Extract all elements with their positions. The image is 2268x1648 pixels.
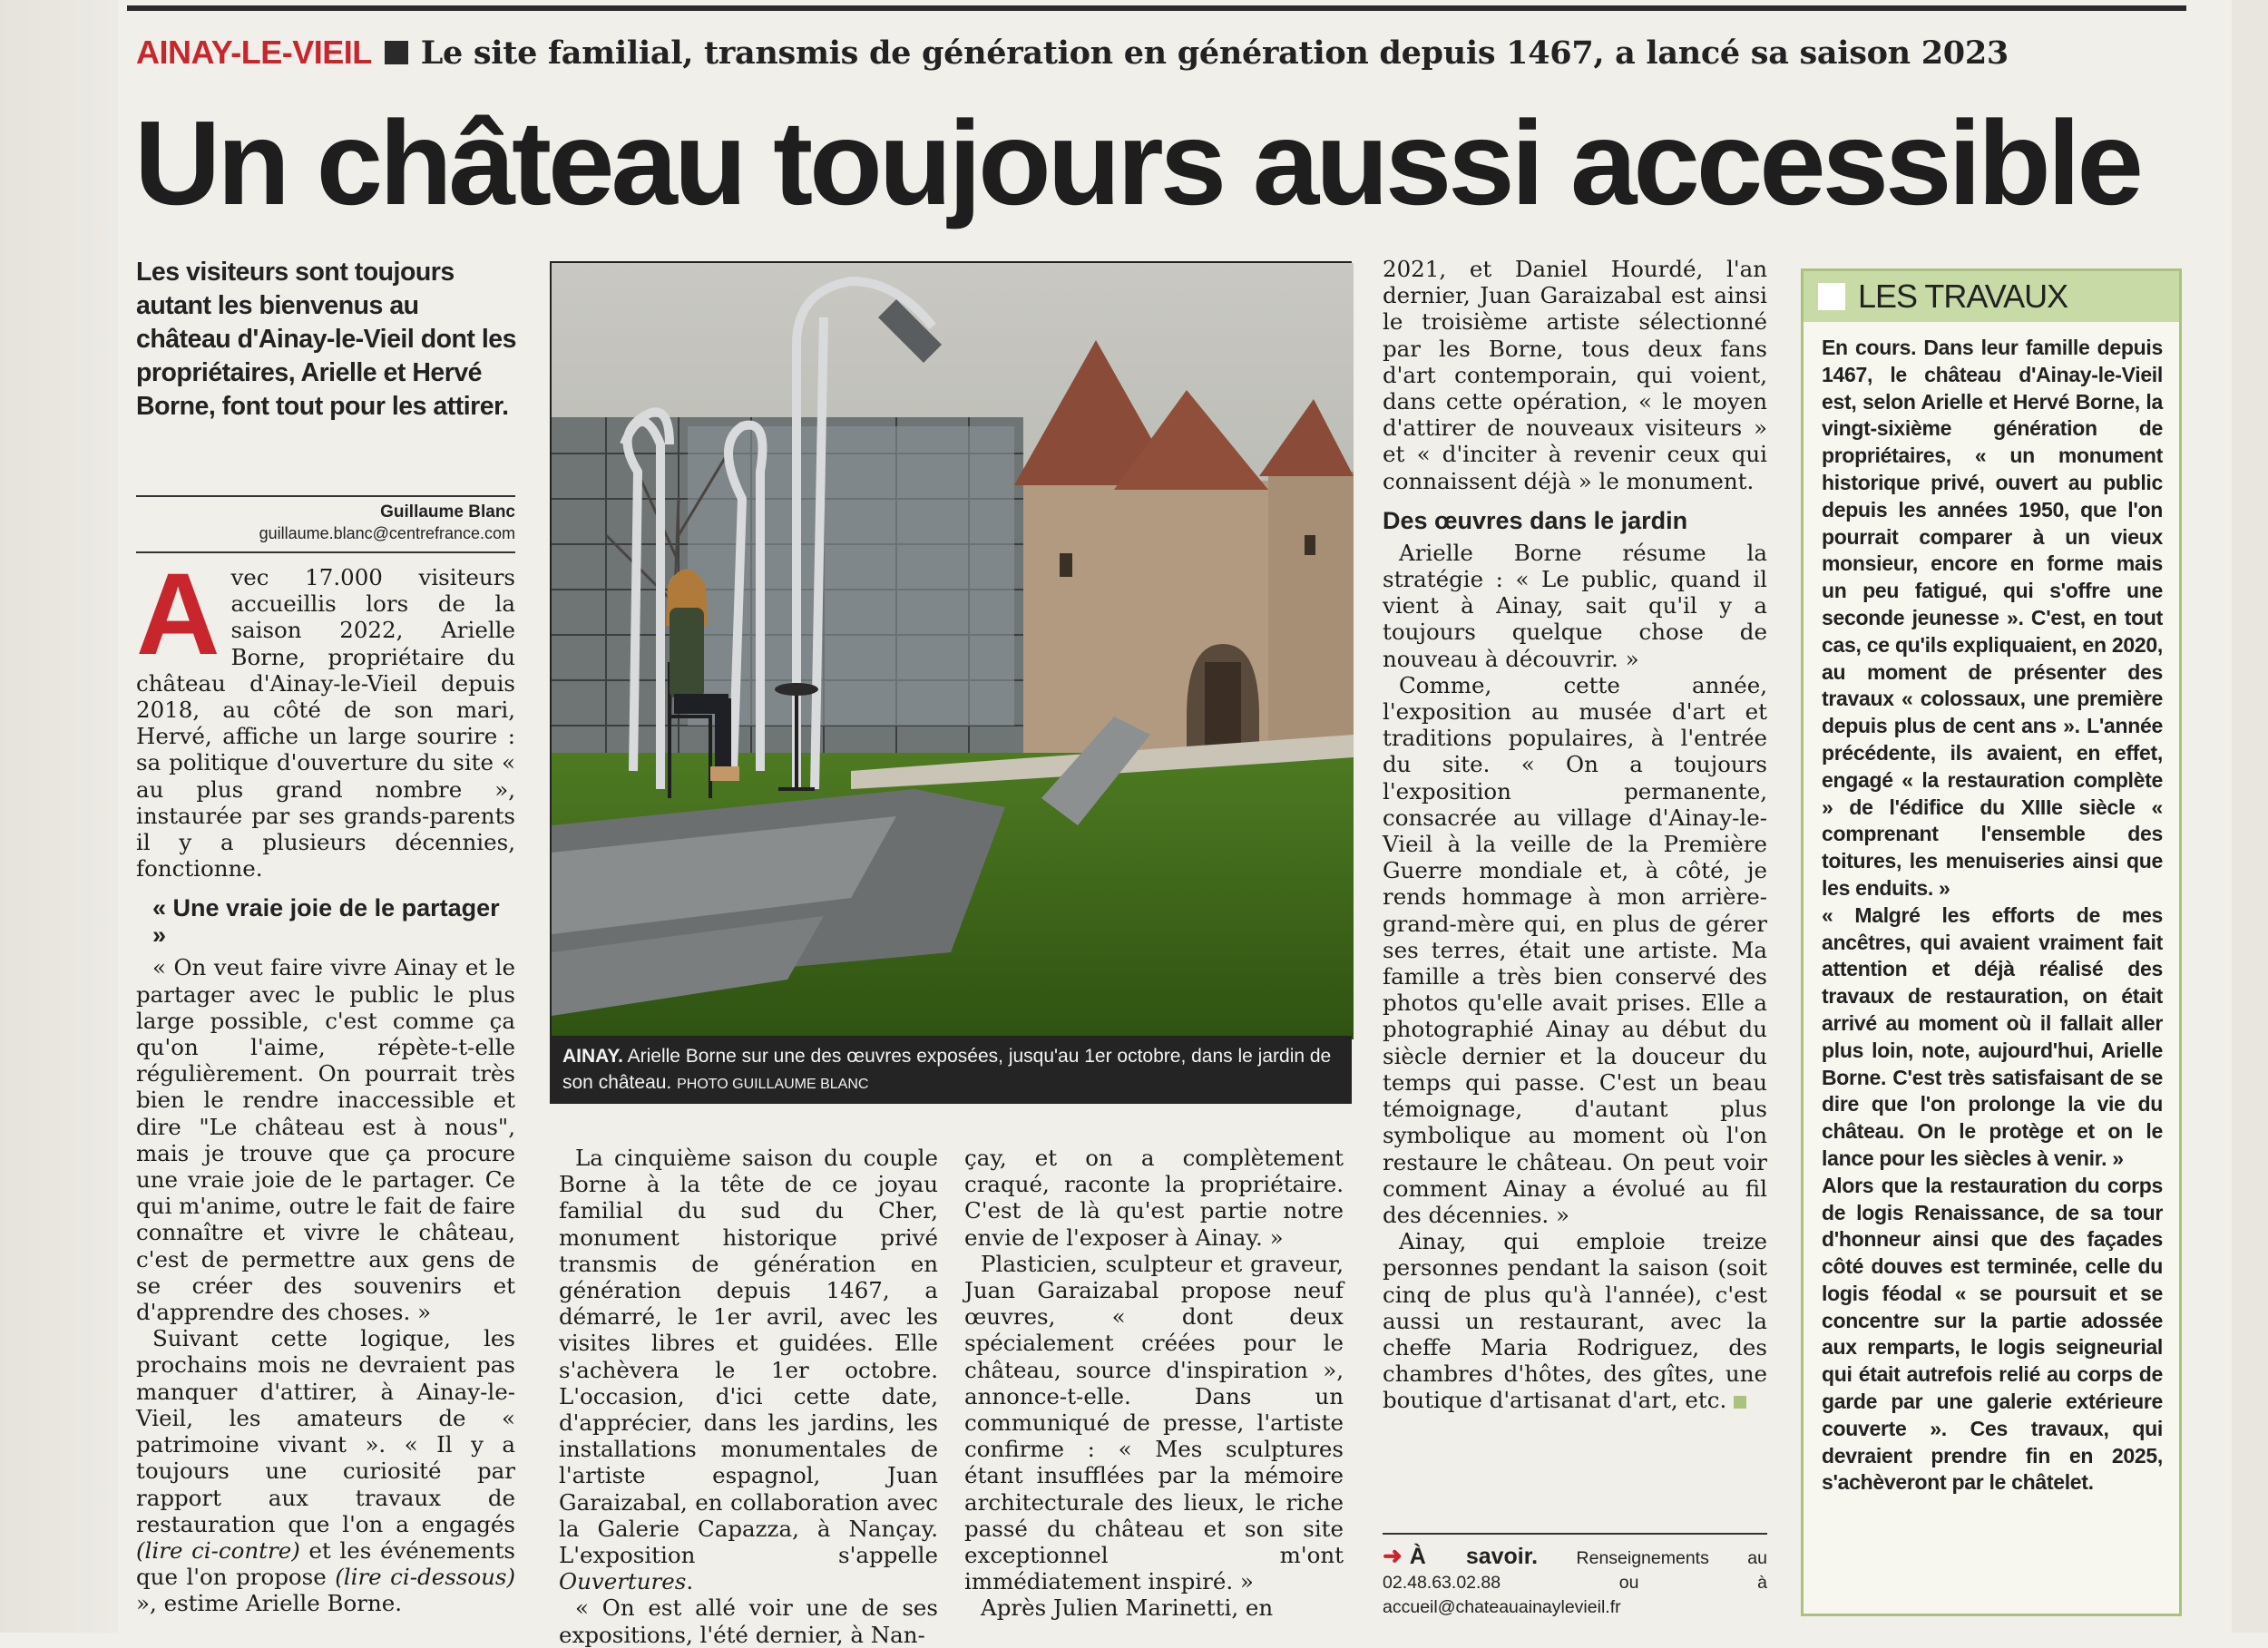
kicker-text: Le site familial, transmis de génération en génération depuis 1467, a lancé sa saison 2023 — [420, 34, 2009, 72]
kicker-square-icon — [385, 41, 408, 64]
paragraph-text: Ainay, qui emploie treize personnes pendant la saison (soit cinq de plus qu'à l'année), c'est aussi un restaurant, avec la cheffe Maria Rodriguez, des chambres d'hôtes, des gîtes, une boutique d'artisanat d'art, etc. — [1383, 1228, 1767, 1414]
sidebar-lead: En cours. — [1822, 336, 1917, 359]
article-column-2 — [559, 1145, 938, 1648]
article-paragraph — [136, 1325, 515, 1616]
article-paragraph: Plasticien, sculpteur et graveur, Juan Garaizabal propose neuf œuvres, « dont deux spécialement créées pour le château, source d'inspiration », annonce-t-elle. Dans un communiqué de presse, l'artiste confirme : « Mes sculptures étant insufflées par la mémoire architecturale des lieux, le riche passé du château et son site exceptionnel m'ont immédiatement inspiré. » — [964, 1250, 1344, 1595]
photo-caption — [550, 1036, 1352, 1104]
headline: Un château toujours aussi accessible — [134, 96, 2140, 229]
arrow-right-icon: ➜ — [1383, 1542, 1403, 1569]
article-paragraph — [136, 550, 515, 883]
dropcap: A — [136, 550, 220, 679]
sidebar-paragraph: « Malgré les efforts de mes ancêtres, qui avaient vraiment fait attention et déjà réalisé des travaux de restauration, on était arrivé au moment où il fallait aller plus loin, note, aujourd'hui, Arielle Borne. C'est très satisfaisant de se dire que l'on prolonge la vie du château. On le protège et on le lance pour les siècles à venir. » — [1822, 902, 2163, 1170]
paragraph-text: La cinquième saison du couple Borne à la tête de ce joyau familial du sud du Cher, monument historique privé transmis de génération en génération depuis 1467, a démarré, le 1er avril, avec les visites libres et guidées. Elle s'achèvera le 1er octobre. L'occasion, d'ici cette date, d'apprécier, dans les jardins, les installations monumentales de l'artiste espagnol, Juan Garaizabal, en collaboration avec la Galerie Capazza, à Nançay. L'exposition s'appelle — [559, 1145, 938, 1569]
sidebar-header — [1804, 271, 2179, 322]
caption-text: Arielle Borne sur une des œuvres exposées, jusqu'au 1er octobre, dans le jardin de son château. — [562, 1046, 1332, 1093]
paragraph-text: Dans leur famille depuis 1467, le château d'Ainay-le-Vieil est, selon Arielle et Hervé Borne, la vingt-sixième génération de propriétaires, « un monument historique privé, ouvert au public depuis les années 1950, que l'on pourrait comparer à un vieux monsieur, encore en forme mais un peu fatigué, qui s'offre une seconde jeunesse ». C'est, en tout cas, ce qu'ils expliquaient, en 2020, au moment de présenter des travaux « colossaux, une première depuis plus de cent ans ». L'année précédente, ils avaient, en effet, engagé « la restauration complète » de l'édifice du XIIIe siècle « comprenant l'ensemble des toitures, les menuiseries ainsi que les enduits. » — [1822, 336, 2163, 900]
info-text: Renseignements au 02.48.63.02.88 ou à accueil@chateauainaylevieil.fr — [1383, 1548, 1767, 1617]
paragraph-text: et les événements que l'on propose — [136, 1536, 515, 1591]
top-rule — [127, 5, 2186, 11]
subhead-jardin: Des œuvres dans le jardin — [1383, 506, 1688, 534]
paragraph-text: », estime Arielle Borne. — [136, 1590, 403, 1617]
adjacent-page-left — [0, 0, 118, 1633]
article-column-1 — [136, 550, 516, 1617]
article-paragraph: Arielle Borne résume la stratégie : « Le public, quand il vient à Ainay, sait qu'il y a toujours quelque chose de nouveau à découvrir. » — [1383, 539, 1767, 672]
article-paragraph: 2021, et Daniel Hourdé, l'an dernier, Juan Garaizabal est ainsi le troisième artiste sélectionné par les Borne, tous deux fans d'art contemporain, qui voient, dans cette opération, « le moyen d'attirer de nouveaux visiteurs » et « d'inciter à revenir ceux qui connaissent déjà » le monument. — [1383, 256, 1767, 494]
article-paragraph — [559, 1145, 938, 1594]
article-paragraph: Comme, cette année, l'exposition au musée d'art et traditions populaires, à l'entrée du site. « On a toujours l'exposition permanente, consacrée au village d'Ainay-le-Vieil à la veille de la Première Guerre mondiale et, à côté, je rends hommage à mon arrière-grand-mère qui, en plus de gérer ses terres, était une artiste. Ma famille a très bien conservé des photos qu'elle avait prises. Elle a photographié Ainay au début du siècle dernier et la douceur du temps qui passe. C'est un beau témoignage, d'autant plus symbolique au moment où l'on restaure le château. On peut voir comment Ainay a évolué au fil des décennies. » — [1383, 671, 1767, 1228]
paragraph-text: Suivant cette logique, les prochains mois ne devraient pas manquer d'attirer, à Ainay-le-Vieil, les amateurs de « patrimoine vivant ». « Il y a toujours une curiosité par rapport aux travaux de restauration que l'on a engagés — [136, 1325, 515, 1537]
article-column-3 — [964, 1145, 1344, 1622]
article-paragraph: « On veut faire vivre Ainay et le partager avec le public le plus large possible, c'est comme ça qu'on l'aime, répète-t-elle régulièrement. On pourrait très bien le rendre inaccessible et dire "Le château est à nous", mais je trouve que ça procure une vraie joie de le partager. Ce qui m'anime, outre le fait de faire connaître et vivre le château, c'est de permettre aux gens de se créer des souvenirs et d'apprendre des choses. » — [136, 954, 515, 1326]
exhibition-title: Ouvertures — [559, 1568, 687, 1595]
sidebar-body — [1822, 335, 2163, 1497]
info-label: À savoir. — [1409, 1544, 1539, 1569]
byline-name: Guillaume Blanc — [380, 502, 515, 522]
article-paragraph: « On est allé voir une de ses expositions, l'été dernier, à Nan- — [559, 1594, 938, 1648]
photo-block — [550, 261, 1352, 1107]
sidebar-square-icon — [1818, 283, 1845, 310]
subhead-joie: « Une vraie joie de le partager » — [152, 894, 500, 950]
end-mark-icon — [1734, 1396, 1746, 1409]
paragraph-text: vec 17.000 visiteurs accueillis lors de la saison 2022, Arielle Borne, propriétaire du château d'Ainay-le-Vieil depuis 2018, au côté de son mari, Hervé, affiche un large sourire : sa politique d'ouverture du site « au plus grand nombre », instaurée par ses grands-parents il y a plusieurs décennies, fonctionne. — [136, 564, 515, 883]
adjacent-page-right — [2232, 0, 2268, 1633]
article-paragraph: Après Julien Marinetti, en — [981, 1594, 1274, 1622]
article-column-4 — [1383, 256, 1767, 1414]
cross-reference: (lire ci-dessous) — [335, 1564, 516, 1591]
sidebar-paragraph — [1822, 335, 2163, 902]
kicker — [136, 27, 2223, 78]
sidebar-title: LES TRAVAUX — [1858, 278, 2068, 315]
cross-reference: (lire ci-contre) — [136, 1536, 300, 1564]
byline — [136, 495, 515, 553]
kicker-place: AINAY-LE-VIEIL — [136, 34, 372, 71]
caption-credit: PHOTO GUILLAUME BLANC — [677, 1077, 869, 1092]
info-box — [1383, 1533, 1767, 1620]
sidebar-paragraph: Alors que la restauration du corps de logis Renaissance, de sa tour d'honneur ainsi que des façades côté douves est terminée, celle du logis féodal « se poursuit et se concentre sur la partie adossée aux remparts, le logis seigneurial qui était autrefois relié au corps de garde par une galerie extérieure couverte ». Ces travaux, qui devraient prendre fin en 2025, s'achèveront par le châtelet. — [1822, 1173, 2163, 1495]
caption-lead: AINAY. — [562, 1046, 623, 1067]
article-paragraph — [1383, 1228, 1767, 1413]
photo-illustration — [552, 263, 1354, 1039]
article-paragraph: çay, et on a complètement craqué, raconte la propriétaire. C'est de là qu'est partie notre envie de l'exposer à Ainay. » — [964, 1145, 1344, 1251]
chapo: Les visiteurs sont toujours autant les bienvenus au château d'Ainay-le-Vieil dont les propriétaires, Arielle et Hervé Borne, font tout pour les attirer. — [136, 258, 516, 421]
photo — [550, 261, 1352, 1038]
sidebar-travaux — [1801, 268, 2182, 1616]
byline-email: guillaume.blanc@centrefrance.com — [259, 524, 515, 542]
paragraph-text: . — [686, 1568, 694, 1595]
